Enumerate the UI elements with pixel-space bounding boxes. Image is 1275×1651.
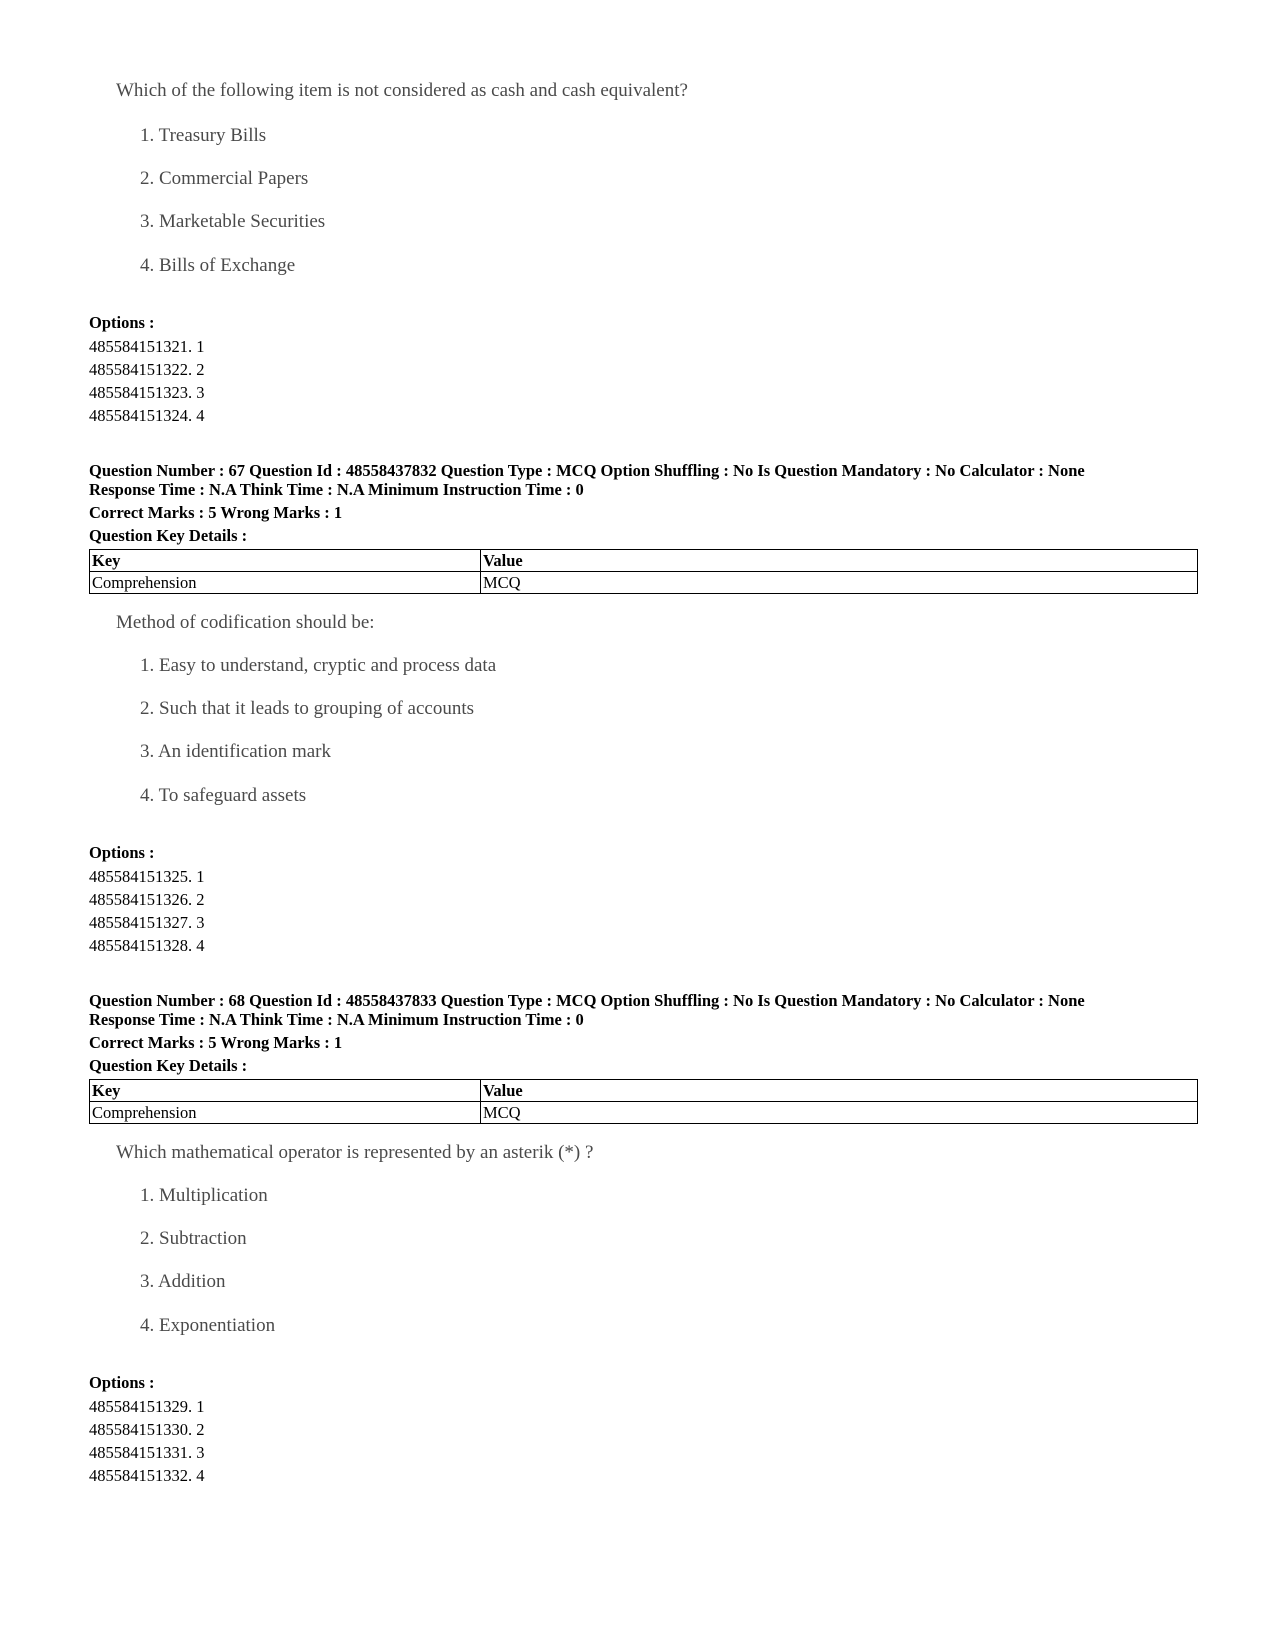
- options-title: Options :: [89, 313, 155, 332]
- option-item: 485584151331. 3: [89, 1443, 205, 1462]
- marks-line: Correct Marks : 5 Wrong Marks : 1: [89, 1033, 343, 1052]
- option-item: 485584151325. 1: [89, 867, 205, 886]
- option-item: 485584151330. 2: [89, 1420, 205, 1439]
- table-header-key: Key: [90, 1080, 481, 1102]
- question-meta-line: Response Time : N.A Think Time : N.A Minimum Instruction Time : 0: [89, 480, 584, 499]
- question-meta-line: Response Time : N.A Think Time : N.A Minimum Instruction Time : 0: [89, 1010, 584, 1029]
- option-item: 485584151321. 1: [89, 337, 205, 356]
- key-value-table: [89, 1079, 1198, 1124]
- question-choice: 2. Commercial Papers: [140, 168, 309, 189]
- question-choice: 3. Addition: [140, 1271, 226, 1292]
- question-choice: 2. Subtraction: [140, 1228, 247, 1249]
- table-header-value: Value: [481, 550, 1198, 572]
- option-item: 485584151332. 4: [89, 1466, 205, 1485]
- question-choice: 4. Bills of Exchange: [140, 255, 296, 276]
- question-choice: 4. To safeguard assets: [140, 785, 307, 806]
- table-header-key: Key: [90, 550, 481, 572]
- question-choice: 3. Marketable Securities: [140, 211, 326, 232]
- option-item: 485584151323. 3: [89, 383, 205, 402]
- question-choice: 1. Treasury Bills: [140, 125, 267, 146]
- key-details-title: Question Key Details :: [89, 1056, 248, 1075]
- table-cell-key: Comprehension: [90, 572, 481, 594]
- question-meta-line: Question Number : 67 Question Id : 48558437832 Question Type : MCQ Option Shuffling : No Is Question Mandatory : No Calculator : None: [89, 461, 1085, 480]
- question-stem: Which mathematical operator is represented by an asterik (*) ?: [116, 1142, 594, 1163]
- question-choice: 1. Multiplication: [140, 1185, 268, 1206]
- table-cell-key: Comprehension: [90, 1102, 481, 1124]
- question-choice: 4. Exponentiation: [140, 1315, 276, 1336]
- question-choice: 2. Such that it leads to grouping of accounts: [140, 698, 475, 719]
- option-item: 485584151329. 1: [89, 1397, 205, 1416]
- option-item: 485584151328. 4: [89, 936, 205, 955]
- option-item: 485584151322. 2: [89, 360, 205, 379]
- option-item: 485584151326. 2: [89, 890, 205, 909]
- question-stem: Method of codification should be:: [116, 612, 375, 633]
- table-header-row: [90, 550, 1198, 572]
- table-header-row: [90, 1080, 1198, 1102]
- options-title: Options :: [89, 1373, 155, 1392]
- option-item: 485584151327. 3: [89, 913, 205, 932]
- table-row: [90, 572, 1198, 594]
- question-stem: Which of the following item is not considered as cash and cash equivalent?: [116, 80, 688, 101]
- table-cell-value: MCQ: [481, 572, 1198, 594]
- table-header-value: Value: [481, 1080, 1198, 1102]
- table-cell-value: MCQ: [481, 1102, 1198, 1124]
- marks-line: Correct Marks : 5 Wrong Marks : 1: [89, 503, 343, 522]
- option-item: 485584151324. 4: [89, 406, 205, 425]
- question-choice: 1. Easy to understand, cryptic and process data: [140, 655, 497, 676]
- question-meta-line: Question Number : 68 Question Id : 48558437833 Question Type : MCQ Option Shuffling : No Is Question Mandatory : No Calculator : None: [89, 991, 1085, 1010]
- question-choice: 3. An identification mark: [140, 741, 332, 762]
- options-title: Options :: [89, 843, 155, 862]
- key-value-table: [89, 549, 1198, 594]
- table-row: [90, 1102, 1198, 1124]
- key-details-title: Question Key Details :: [89, 526, 248, 545]
